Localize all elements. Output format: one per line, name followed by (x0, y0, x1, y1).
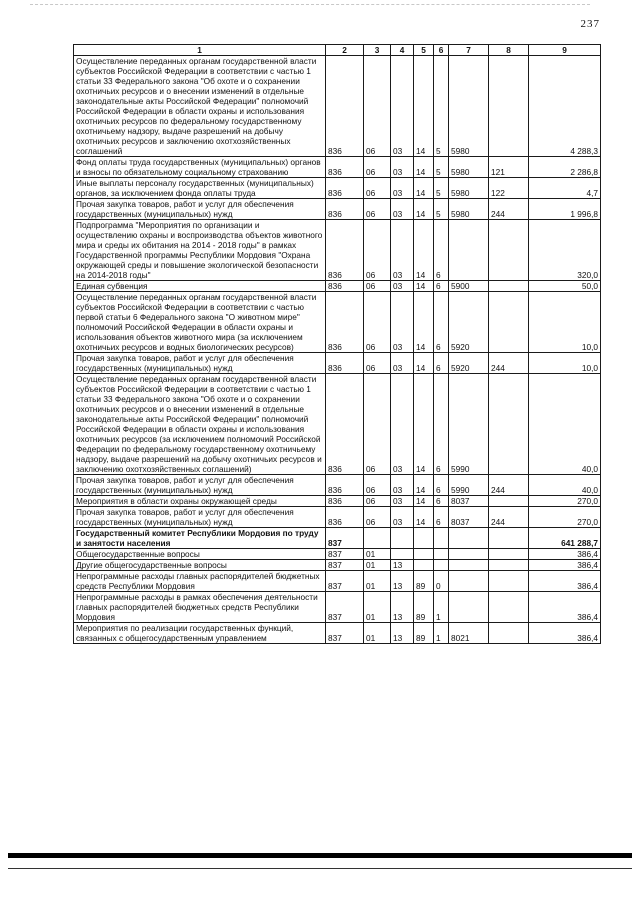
row-program: 14 (414, 292, 434, 353)
row-ministry-code: 836 (326, 220, 364, 281)
row-ministry-code: 836 (326, 353, 364, 374)
row-expense-type: 244 (489, 199, 529, 220)
row-amount: 10,0 (529, 353, 601, 374)
row-target-article: 5980 (449, 178, 489, 199)
row-subprogram: 1 (434, 592, 449, 623)
row-ministry-code: 837 (326, 560, 364, 571)
table-row (74, 199, 601, 220)
row-description: Осуществление переданных органам государственной власти субъектов Российской Федерации в соответствии с частью 1 статьи 33 Федерального закона "Об охоте и о сохранении охотничьих ресурсов и о внесении изменений в отдельные законодательные акты Российской Федерации" полномочий Российской Федерации в области охраны и использования охотничьих ресурсов (за исключением полномочий Российской Федерации по федеральному государственному охотничьему надзору, выдаче разрешений на добычу охотничьих ресурсов и заключению охотхозяйственных соглашений) (74, 374, 326, 475)
row-amount: 40,0 (529, 475, 601, 496)
row-program: 89 (414, 571, 434, 592)
row-section: 06 (364, 353, 391, 374)
table-header-row (74, 45, 601, 56)
row-expense-type (489, 292, 529, 353)
row-amount: 386,4 (529, 623, 601, 644)
row-subsection: 13 (391, 623, 414, 644)
table-row (74, 281, 601, 292)
row-target-article: 5980 (449, 56, 489, 157)
row-subsection: 13 (391, 560, 414, 571)
row-subprogram: 6 (434, 281, 449, 292)
row-amount: 40,0 (529, 374, 601, 475)
row-ministry-code: 836 (326, 475, 364, 496)
row-target-article (449, 571, 489, 592)
row-subsection: 03 (391, 353, 414, 374)
row-ministry-code: 836 (326, 496, 364, 507)
page-number: 237 (580, 18, 600, 30)
row-subsection: 03 (391, 220, 414, 281)
row-description: Государственный комитет Республики Мордовия по труду и занятости населения (74, 528, 326, 549)
row-section: 01 (364, 560, 391, 571)
row-subsection: 13 (391, 592, 414, 623)
row-expense-type (489, 281, 529, 292)
row-description: Непрограммные расходы главных распорядителей бюджетных средств Республики Мордовия (74, 571, 326, 592)
row-target-article: 5980 (449, 157, 489, 178)
row-amount: 4 288,3 (529, 56, 601, 157)
col-header-5: 5 (414, 45, 434, 56)
table-row (74, 220, 601, 281)
row-program: 14 (414, 507, 434, 528)
row-ministry-code: 837 (326, 623, 364, 644)
row-subsection: 03 (391, 178, 414, 199)
row-section (364, 528, 391, 549)
row-subsection: 03 (391, 157, 414, 178)
row-program (414, 528, 434, 549)
row-expense-type (489, 528, 529, 549)
row-subprogram: 6 (434, 374, 449, 475)
table-row (74, 56, 601, 157)
row-ministry-code: 837 (326, 592, 364, 623)
row-ministry-code: 837 (326, 549, 364, 560)
row-subsection (391, 549, 414, 560)
table-row (74, 178, 601, 199)
row-ministry-code: 837 (326, 528, 364, 549)
row-target-article: 5990 (449, 374, 489, 475)
scan-bottom-line (8, 868, 632, 869)
row-expense-type (489, 623, 529, 644)
row-subprogram: 6 (434, 475, 449, 496)
table-row (74, 571, 601, 592)
table-row (74, 292, 601, 353)
row-description: Осуществление переданных органам государственной власти субъектов Российской Федерации в соответствии с частью первой статьи 6 Федерального закона "О животном мире" полномочий Российской Федерации в области охраны и использования объектов животного мира (за исключением охотничьих ресурсов и водных биологических ресурсов) (74, 292, 326, 353)
row-amount: 10,0 (529, 292, 601, 353)
row-subprogram: 6 (434, 220, 449, 281)
row-section: 01 (364, 592, 391, 623)
row-subsection (391, 528, 414, 549)
row-ministry-code: 836 (326, 157, 364, 178)
row-program: 89 (414, 623, 434, 644)
row-target-article (449, 528, 489, 549)
row-ministry-code: 836 (326, 178, 364, 199)
row-program: 89 (414, 592, 434, 623)
row-expense-type (489, 549, 529, 560)
row-subsection: 03 (391, 496, 414, 507)
table-row (74, 560, 601, 571)
row-target-article (449, 560, 489, 571)
row-description: Иные выплаты персоналу государственных (муниципальных) органов, за исключением фонда оплаты труда (74, 178, 326, 199)
scan-top-edge (30, 4, 590, 5)
row-subprogram: 5 (434, 199, 449, 220)
row-target-article: 5920 (449, 292, 489, 353)
row-section: 06 (364, 220, 391, 281)
table-row (74, 528, 601, 549)
row-section: 01 (364, 623, 391, 644)
row-program: 14 (414, 281, 434, 292)
row-amount: 386,4 (529, 571, 601, 592)
row-description: Другие общегосударственные вопросы (74, 560, 326, 571)
row-description: Осуществление переданных органам государственной власти субъектов Российской Федерации в соответствии с частью 1 статьи 33 Федерального закона "Об охоте и о сохранении охотничьих ресурсов и о внесении изменений в отдельные законодательные акты Российской Федерации" полномочий Российской Федерации в области охраны и использования охотничьих ресурсов по федеральному государственному охотничьему надзору, выдаче разрешений на добычу охотничьих ресурсов и заключению охотхозяйственных соглашений (74, 56, 326, 157)
row-program: 14 (414, 353, 434, 374)
row-description: Подпрограмма "Мероприятия по организации и осуществлению охраны и воспроизводства объектов животного мира и среды их обитания на 2014 - 2018 годы" в рамках Государственной программы Республики Мордовия "Охрана окружающей среды и повышение экологической безопасности на 2014-2018 годы" (74, 220, 326, 281)
row-section: 06 (364, 178, 391, 199)
row-section: 06 (364, 374, 391, 475)
row-ministry-code: 836 (326, 374, 364, 475)
row-section: 06 (364, 281, 391, 292)
row-section: 06 (364, 475, 391, 496)
col-header-2: 2 (326, 45, 364, 56)
table-row (74, 623, 601, 644)
row-amount: 270,0 (529, 496, 601, 507)
table-row (74, 592, 601, 623)
row-program: 14 (414, 374, 434, 475)
row-amount: 50,0 (529, 281, 601, 292)
row-expense-type (489, 560, 529, 571)
table-row (74, 496, 601, 507)
col-header-3: 3 (364, 45, 391, 56)
row-amount: 386,4 (529, 560, 601, 571)
col-header-9: 9 (529, 45, 601, 56)
table-row (74, 475, 601, 496)
row-description: Мероприятия в области охраны окружающей среды (74, 496, 326, 507)
row-target-article: 8021 (449, 623, 489, 644)
row-target-article: 5900 (449, 281, 489, 292)
row-subprogram: 0 (434, 571, 449, 592)
row-ministry-code: 837 (326, 571, 364, 592)
table-row (74, 374, 601, 475)
row-program: 14 (414, 220, 434, 281)
row-description: Прочая закупка товаров, работ и услуг для обеспечения государственных (муниципальных) нужд (74, 507, 326, 528)
row-subprogram: 5 (434, 56, 449, 157)
row-subsection: 03 (391, 281, 414, 292)
budget-table (73, 44, 601, 644)
row-subprogram: 6 (434, 507, 449, 528)
row-subprogram (434, 560, 449, 571)
col-header-6: 6 (434, 45, 449, 56)
row-program: 14 (414, 199, 434, 220)
row-section: 06 (364, 157, 391, 178)
col-header-1: 1 (74, 45, 326, 56)
row-expense-type (489, 592, 529, 623)
col-header-7: 7 (449, 45, 489, 56)
row-subsection: 13 (391, 571, 414, 592)
col-header-8: 8 (489, 45, 529, 56)
row-amount: 641 288,7 (529, 528, 601, 549)
row-section: 06 (364, 292, 391, 353)
row-expense-type: 244 (489, 475, 529, 496)
row-description: Фонд оплаты труда государственных (муниципальных) органов и взносы по обязательному социальному страхованию (74, 157, 326, 178)
row-subprogram: 6 (434, 353, 449, 374)
row-expense-type: 121 (489, 157, 529, 178)
row-ministry-code: 836 (326, 281, 364, 292)
row-amount: 320,0 (529, 220, 601, 281)
row-section: 06 (364, 507, 391, 528)
row-ministry-code: 836 (326, 56, 364, 157)
row-target-article: 8037 (449, 496, 489, 507)
row-expense-type: 244 (489, 353, 529, 374)
row-program: 14 (414, 56, 434, 157)
row-description: Непрограммные расходы в рамках обеспечения деятельности главных распорядителей бюджетных средств Республики Мордовия (74, 592, 326, 623)
row-subprogram (434, 549, 449, 560)
row-program: 14 (414, 157, 434, 178)
row-subprogram: 6 (434, 496, 449, 507)
col-header-4: 4 (391, 45, 414, 56)
row-description: Единая субвенция (74, 281, 326, 292)
row-subprogram: 5 (434, 178, 449, 199)
row-expense-type (489, 571, 529, 592)
row-expense-type: 122 (489, 178, 529, 199)
row-description: Общегосударственные вопросы (74, 549, 326, 560)
row-amount: 386,4 (529, 549, 601, 560)
row-description: Мероприятия по реализации государственных функций, связанных с общегосударственным управлением (74, 623, 326, 644)
row-amount: 270,0 (529, 507, 601, 528)
row-ministry-code: 836 (326, 292, 364, 353)
scan-bottom-bar (8, 853, 632, 858)
row-section: 06 (364, 199, 391, 220)
row-subsection: 03 (391, 292, 414, 353)
row-description: Прочая закупка товаров, работ и услуг для обеспечения государственных (муниципальных) нужд (74, 353, 326, 374)
row-section: 06 (364, 56, 391, 157)
row-section: 06 (364, 496, 391, 507)
row-section: 01 (364, 549, 391, 560)
row-target-article: 8037 (449, 507, 489, 528)
row-expense-type: 244 (489, 507, 529, 528)
table-row (74, 353, 601, 374)
row-subprogram: 1 (434, 623, 449, 644)
row-amount: 4,7 (529, 178, 601, 199)
row-description: Прочая закупка товаров, работ и услуг для обеспечения государственных (муниципальных) нужд (74, 475, 326, 496)
row-amount: 2 286,8 (529, 157, 601, 178)
row-ministry-code: 836 (326, 199, 364, 220)
row-subsection: 03 (391, 199, 414, 220)
row-expense-type (489, 374, 529, 475)
row-section: 01 (364, 571, 391, 592)
row-subsection: 03 (391, 475, 414, 496)
row-expense-type (489, 496, 529, 507)
row-expense-type (489, 56, 529, 157)
row-description: Прочая закупка товаров, работ и услуг для обеспечения государственных (муниципальных) нужд (74, 199, 326, 220)
row-subsection: 03 (391, 507, 414, 528)
row-amount: 386,4 (529, 592, 601, 623)
row-expense-type (489, 220, 529, 281)
row-ministry-code: 836 (326, 507, 364, 528)
row-amount: 1 996,8 (529, 199, 601, 220)
row-target-article: 5920 (449, 353, 489, 374)
table-row (74, 549, 601, 560)
row-subprogram (434, 528, 449, 549)
row-target-article (449, 592, 489, 623)
row-target-article (449, 220, 489, 281)
row-subprogram: 5 (434, 157, 449, 178)
row-subsection: 03 (391, 56, 414, 157)
table-body (74, 56, 601, 644)
row-program (414, 549, 434, 560)
row-program: 14 (414, 178, 434, 199)
row-program (414, 560, 434, 571)
row-target-article (449, 549, 489, 560)
row-program: 14 (414, 475, 434, 496)
table-row (74, 157, 601, 178)
table-row (74, 507, 601, 528)
row-target-article: 5990 (449, 475, 489, 496)
row-subprogram: 6 (434, 292, 449, 353)
row-subsection: 03 (391, 374, 414, 475)
row-target-article: 5980 (449, 199, 489, 220)
row-program: 14 (414, 496, 434, 507)
